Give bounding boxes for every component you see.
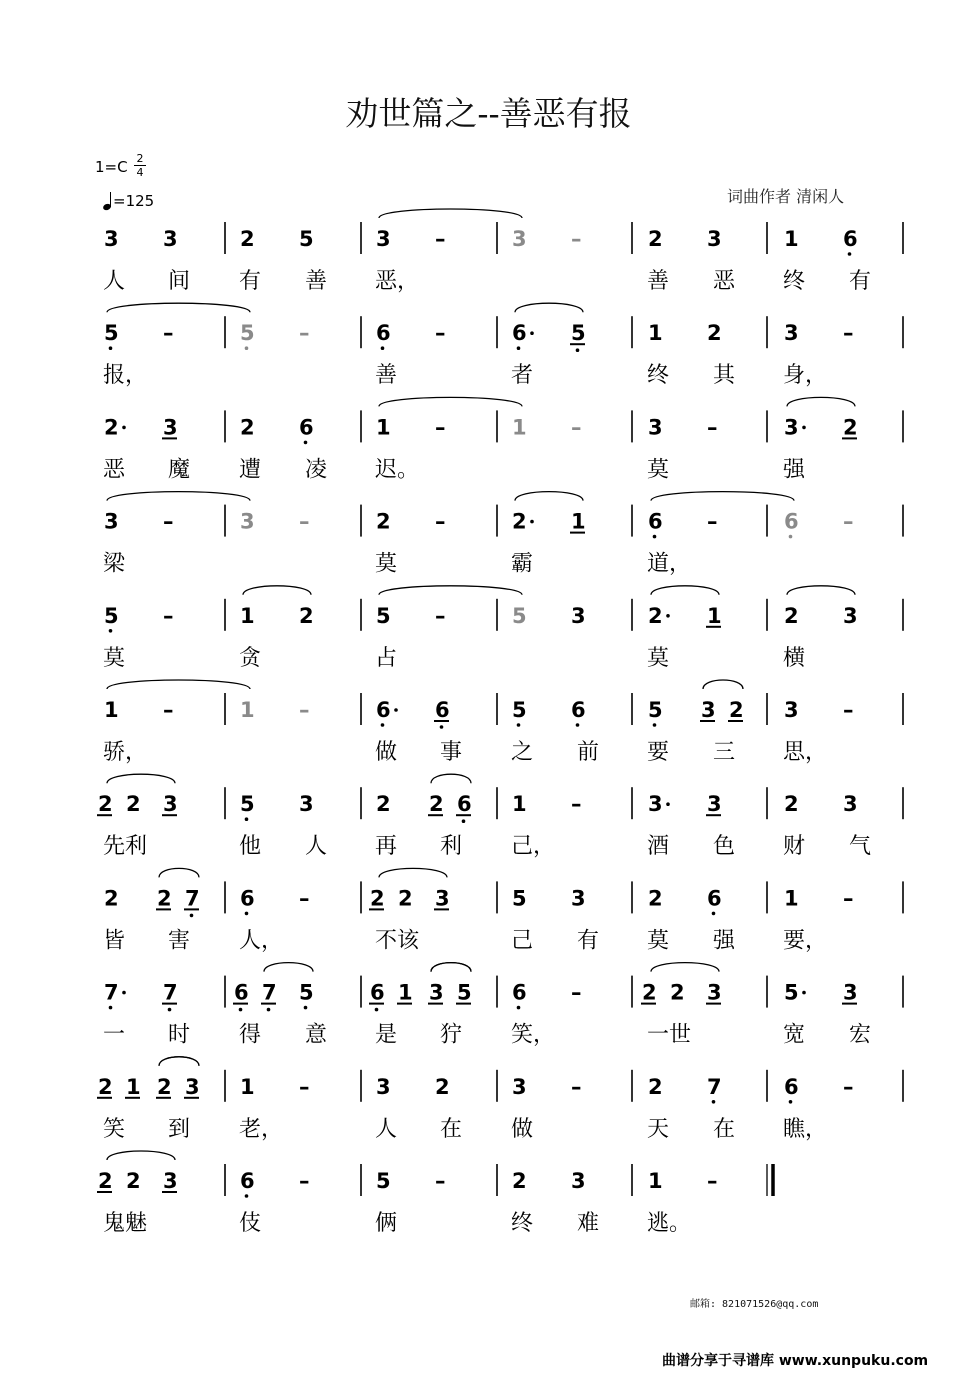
tie-arc — [651, 963, 719, 972]
note-digit: 3 — [843, 980, 858, 1005]
dash-mark: – — [843, 886, 854, 911]
lyric-char: 意 — [305, 1022, 328, 1048]
lyric-char: 恶 — [103, 457, 126, 483]
note-digit: 5 — [240, 321, 255, 346]
note-digit: 2 — [843, 415, 858, 440]
dash-mark: – — [707, 415, 718, 440]
note-digit: 5 — [512, 603, 527, 628]
lyric-char: 色 — [713, 834, 736, 860]
low-octave-dot — [239, 1008, 243, 1012]
low-octave-dot — [109, 1006, 113, 1010]
note-digit: 5 — [512, 886, 527, 911]
low-octave-dot — [440, 725, 444, 729]
note-digit: 3 — [512, 1074, 527, 1099]
note-digit: 1 — [512, 792, 527, 817]
note-digit: 1 — [571, 509, 586, 534]
note-digit: 3 — [163, 792, 178, 817]
note-digit: 1 — [240, 1074, 255, 1099]
lyric-char: 老， — [239, 1116, 284, 1142]
lyric-char: 不该 — [375, 928, 420, 954]
lyric-char: 恶 — [713, 269, 736, 294]
note-digit: 6 — [435, 698, 450, 722]
note-digit: 1 — [707, 603, 722, 628]
dash-mark: – — [299, 509, 310, 534]
tie-arc — [379, 586, 522, 595]
augmentation-dot — [394, 708, 398, 712]
lyric-char: 在 — [440, 1116, 463, 1142]
lyric-char: 酒 — [647, 834, 670, 860]
note-digit: 2 — [98, 792, 113, 817]
note-digit: 3 — [843, 603, 858, 628]
dash-mark: – — [435, 509, 446, 534]
lyric-char: 天 — [647, 1116, 670, 1142]
lyric-char: 莫 — [647, 645, 670, 671]
tie-arc — [651, 586, 719, 595]
lyric-char: 做 — [375, 740, 398, 765]
tie-arc — [107, 680, 250, 689]
lyric-char: 有 — [577, 928, 600, 954]
note-digit: 1 — [648, 1169, 663, 1193]
note-digit: 1 — [104, 698, 119, 722]
note-digit: 7 — [104, 980, 119, 1005]
lyric-char: 之 — [511, 740, 534, 765]
lyric-char: 皆 — [103, 928, 126, 954]
low-octave-dot — [653, 535, 657, 539]
low-octave-dot — [267, 1008, 271, 1012]
lyric-char: 得 — [239, 1022, 262, 1048]
note-digit: 2 — [98, 1074, 113, 1099]
tie-arc — [431, 774, 471, 783]
dash-mark: – — [299, 886, 310, 911]
lyric-char: 瞧， — [783, 1116, 828, 1142]
note-digit: 1 — [398, 980, 413, 1005]
lyric-char: 鬼魅 — [103, 1211, 148, 1236]
lyric-char: 间 — [168, 269, 191, 294]
lyric-char: 占 — [375, 645, 398, 671]
note-digit: 3 — [784, 321, 799, 346]
note-digit: 3 — [571, 886, 586, 911]
lyric-char: 是 — [375, 1022, 398, 1048]
note-digit: 3 — [185, 1074, 200, 1099]
lyric-char: 笑， — [511, 1022, 556, 1048]
note-digit: 3 — [512, 227, 527, 251]
low-octave-dot — [245, 346, 249, 350]
lyric-char: 做 — [511, 1116, 534, 1142]
note-digit: 2 — [104, 886, 119, 911]
augmentation-dot — [530, 331, 534, 335]
lyric-char: 人， — [239, 928, 284, 954]
note-digit: 3 — [104, 227, 119, 251]
note-digit: 3 — [648, 415, 663, 440]
lyric-char: 狞 — [440, 1022, 463, 1048]
lyric-char: 要， — [783, 928, 828, 954]
tie-arc — [703, 680, 743, 689]
low-octave-dot — [517, 723, 521, 727]
note-digit: 5 — [299, 980, 314, 1005]
tie-arc — [107, 774, 175, 783]
low-octave-dot — [381, 346, 385, 350]
note-digit: 1 — [512, 415, 527, 440]
lyric-char: 前 — [577, 740, 600, 765]
low-octave-dot — [789, 535, 793, 539]
low-octave-dot — [245, 912, 249, 916]
low-octave-dot — [375, 1008, 379, 1012]
lyric-char: 者 — [511, 363, 534, 389]
tie-arc — [379, 397, 522, 406]
note-digit: 7 — [262, 980, 277, 1005]
low-octave-dot — [848, 252, 852, 256]
footer-site: 曲谱分享于寻谱库 www.xunpuku.com — [662, 1353, 929, 1369]
note-digit: 2 — [104, 415, 119, 440]
note-digit: 6 — [707, 886, 722, 911]
lyric-char: 三 — [713, 740, 736, 765]
lyric-char: 莫 — [103, 645, 126, 671]
tie-arc — [379, 868, 447, 877]
note-digit: 6 — [571, 698, 586, 722]
lyric-char: 莫 — [375, 551, 398, 577]
lyric-char: 气 — [849, 834, 872, 860]
lyric-char: 一世 — [647, 1022, 692, 1048]
low-octave-dot — [381, 723, 385, 727]
note-digit: 2 — [784, 792, 799, 817]
note-digit: 5 — [512, 698, 527, 722]
dash-mark: – — [435, 415, 446, 440]
note-digit: 1 — [784, 227, 799, 251]
tie-arc — [515, 303, 583, 312]
dash-mark: – — [299, 1169, 310, 1193]
dash-mark: – — [163, 603, 174, 628]
tie-arc — [264, 963, 313, 972]
lyric-char: 贪 — [239, 645, 262, 671]
note-digit: 2 — [429, 792, 444, 817]
note-digit: 3 — [701, 698, 716, 722]
note-digit: 6 — [299, 415, 314, 440]
low-octave-dot — [190, 914, 194, 918]
note-digit: 5 — [240, 792, 255, 817]
lyric-char: 要 — [647, 740, 670, 765]
lyric-char: 有 — [849, 269, 872, 294]
lyric-char: 梁 — [103, 551, 126, 577]
lyric-char: 强 — [783, 457, 806, 483]
dash-mark: – — [571, 1074, 582, 1099]
note-digit: 3 — [648, 792, 663, 817]
dash-mark: – — [163, 509, 174, 534]
note-digit: 6 — [370, 980, 385, 1005]
dash-mark: – — [843, 509, 854, 534]
note-digit: 5 — [571, 321, 586, 346]
dash-mark: – — [843, 698, 854, 722]
note-digit: 2 — [376, 792, 391, 817]
dash-mark: – — [707, 509, 718, 534]
dash-mark: – — [299, 698, 310, 722]
note-digit: 5 — [299, 227, 314, 251]
low-octave-dot — [789, 1100, 793, 1104]
dash-mark: – — [435, 1169, 446, 1193]
note-digit: 3 — [571, 603, 586, 628]
note-digit: 6 — [234, 980, 249, 1005]
note-digit: 5 — [104, 603, 119, 628]
note-digit: 2 — [648, 1074, 663, 1099]
lyric-char: 财 — [783, 834, 806, 860]
note-digit: 1 — [126, 1074, 141, 1099]
lyric-char: 人 — [305, 834, 328, 860]
note-digit: 5 — [376, 1169, 391, 1193]
augmentation-dot — [122, 426, 126, 430]
note-digit: 2 — [784, 603, 799, 628]
low-octave-dot — [576, 348, 580, 352]
dash-mark: – — [843, 321, 854, 346]
lyric-char: 遭 — [239, 457, 262, 483]
note-digit: 5 — [457, 980, 472, 1005]
lyric-char: 害 — [168, 928, 191, 954]
note-digit: 1 — [784, 886, 799, 911]
note-digit: 3 — [299, 792, 314, 817]
tie-arc — [651, 492, 794, 501]
note-digit: 2 — [729, 698, 744, 722]
note-digit: 3 — [163, 415, 178, 440]
lyric-char: 俩 — [375, 1211, 398, 1236]
augmentation-dot — [122, 991, 126, 995]
note-digit: 3 — [163, 1169, 178, 1193]
note-digit: 2 — [126, 1169, 141, 1193]
note-digit: 6 — [376, 698, 391, 722]
low-octave-dot — [712, 1100, 716, 1104]
lyric-char: 有 — [239, 269, 262, 294]
note-digit: 3 — [376, 227, 391, 251]
low-octave-dot — [304, 1006, 308, 1010]
note-digit: 6 — [512, 980, 527, 1005]
augmentation-dot — [802, 426, 806, 430]
augmentation-dot — [802, 991, 806, 995]
tie-arc — [159, 868, 199, 877]
lyric-char: 在 — [713, 1116, 736, 1142]
lyric-char: 凌 — [305, 457, 328, 483]
note-digit: 6 — [240, 1169, 255, 1193]
lyric-char: 善 — [305, 269, 328, 294]
note-digit: 1 — [648, 321, 663, 346]
note-digit: 5 — [784, 980, 799, 1005]
dash-mark: – — [163, 698, 174, 722]
low-octave-dot — [304, 441, 308, 445]
note-digit: 5 — [104, 321, 119, 346]
note-digit: 7 — [163, 980, 178, 1005]
low-octave-dot — [168, 1008, 172, 1012]
lyric-char: 魔 — [168, 457, 191, 483]
note-digit: 3 — [163, 227, 178, 251]
note-digit: 2 — [370, 886, 385, 911]
note-digit: 3 — [707, 792, 722, 817]
lyric-char: 逃。 — [647, 1211, 692, 1236]
note-digit: 2 — [648, 886, 663, 911]
lyric-char: 时 — [168, 1022, 191, 1048]
dash-mark: – — [843, 1074, 854, 1099]
page-title: 劝世篇之--善恶有报 — [345, 94, 632, 133]
lyric-char: 到 — [168, 1116, 191, 1142]
augmentation-dot — [530, 520, 534, 524]
dash-mark: – — [571, 980, 582, 1005]
augmentation-dot — [666, 802, 670, 806]
lyric-char: 莫 — [647, 457, 670, 483]
tie-arc — [159, 1057, 199, 1066]
augmentation-dot — [666, 614, 670, 618]
note-digit: 2 — [435, 1074, 450, 1099]
tie-arc — [515, 492, 583, 501]
note-digit: 2 — [648, 603, 663, 628]
lyric-char: 道， — [647, 551, 692, 577]
low-octave-dot — [712, 912, 716, 916]
lyric-char: 强 — [713, 928, 736, 954]
note-digit: 6 — [784, 1074, 799, 1099]
low-octave-dot — [109, 629, 113, 633]
note-digit: 3 — [707, 980, 722, 1005]
note-digit: 2 — [376, 509, 391, 534]
dash-mark: – — [435, 321, 446, 346]
note-digit: 7 — [185, 886, 200, 911]
note-digit: 2 — [398, 886, 413, 911]
author-credit: 词曲作者 清闲人 — [727, 187, 845, 206]
lyric-char: 难 — [577, 1211, 600, 1236]
tie-arc — [107, 1151, 175, 1160]
note-digit: 2 — [642, 980, 657, 1005]
note-digit: 2 — [512, 509, 527, 534]
lyric-char: 恶， — [375, 269, 420, 294]
note-digit: 3 — [429, 980, 444, 1005]
lyric-char: 先利 — [103, 834, 148, 860]
lyric-char: 思， — [783, 740, 828, 765]
lyric-char: 莫 — [647, 928, 670, 954]
tie-arc — [787, 397, 855, 406]
note-digit: 3 — [784, 415, 799, 440]
note-digit: 2 — [648, 227, 663, 251]
note-digit: 6 — [512, 321, 527, 346]
note-digit: 6 — [240, 886, 255, 911]
lyric-char: 人 — [103, 269, 126, 294]
dash-mark: – — [571, 792, 582, 817]
lyric-char: 迟。 — [375, 457, 420, 483]
note-digit: 2 — [240, 415, 255, 440]
lyric-char: 霸 — [511, 551, 534, 577]
note-digit: 2 — [98, 1169, 113, 1193]
dash-mark: – — [299, 321, 310, 346]
lyric-char: 笑 — [103, 1116, 126, 1142]
note-digit: 6 — [457, 792, 472, 817]
lyric-char: 宽 — [783, 1022, 806, 1048]
lyric-char: 身， — [783, 363, 828, 389]
lyric-char: 横 — [783, 645, 806, 671]
low-octave-dot — [653, 723, 657, 727]
tempo-value: =125 — [113, 192, 155, 210]
lyric-char: 骄， — [103, 740, 148, 765]
dash-mark: – — [435, 227, 446, 251]
lyric-char: 己 — [511, 928, 534, 954]
lyric-char: 己， — [511, 834, 556, 860]
lyric-char: 宏 — [849, 1022, 872, 1048]
dash-mark: – — [571, 415, 582, 440]
tie-arc — [431, 963, 471, 972]
lyric-char: 利 — [440, 834, 463, 860]
note-digit: 6 — [784, 509, 799, 534]
dash-mark: – — [435, 603, 446, 628]
tie-arc — [107, 492, 250, 501]
note-digit: 7 — [707, 1074, 722, 1099]
dash-mark: – — [163, 321, 174, 346]
lyric-char: 报， — [103, 363, 148, 389]
key-signature: 1=C — [95, 158, 128, 176]
dash-mark: – — [299, 1074, 310, 1099]
low-octave-dot — [109, 346, 113, 350]
note-digit: 3 — [104, 509, 119, 534]
note-digit: 2 — [126, 792, 141, 817]
low-octave-dot — [245, 817, 249, 821]
lyric-char: 人 — [375, 1116, 398, 1142]
tie-arc — [379, 209, 522, 218]
note-digit: 2 — [157, 886, 172, 911]
low-octave-dot — [245, 1194, 249, 1198]
lyric-char: 其 — [713, 363, 736, 389]
low-octave-dot — [517, 346, 521, 350]
lyric-char: 他 — [239, 834, 262, 860]
note-digit: 2 — [299, 603, 314, 628]
note-digit: 5 — [648, 698, 663, 722]
note-digit: 3 — [784, 698, 799, 722]
tie-arc — [431, 963, 471, 972]
note-digit: 3 — [435, 886, 450, 911]
lyric-char: 事 — [440, 740, 463, 765]
lyric-char: 再 — [375, 834, 398, 860]
lyric-char: 善 — [647, 269, 670, 294]
tie-arc — [243, 586, 311, 595]
lyric-char: 善 — [375, 363, 398, 389]
lyric-char: 终 — [511, 1211, 534, 1236]
footer-email: 邮箱: 821071526@qq.com — [690, 1299, 819, 1310]
note-digit: 6 — [843, 227, 858, 251]
note-digit: 3 — [843, 792, 858, 817]
tie-arc — [159, 1057, 199, 1066]
note-digit: 2 — [512, 1169, 527, 1193]
lyric-char: 终 — [647, 363, 670, 389]
time-denominator: 4 — [136, 166, 144, 179]
lyric-char: 一 — [103, 1022, 126, 1048]
note-digit: 2 — [157, 1074, 172, 1099]
low-octave-dot — [517, 1006, 521, 1010]
note-digit: 1 — [240, 603, 255, 628]
note-digit: 3 — [707, 227, 722, 251]
note-digit: 2 — [670, 980, 685, 1005]
dash-mark: – — [707, 1169, 718, 1193]
note-digit: 1 — [240, 698, 255, 722]
tie-arc — [787, 586, 855, 595]
low-octave-dot — [576, 723, 580, 727]
low-octave-dot — [462, 819, 466, 823]
lyric-char: 终 — [783, 269, 806, 294]
tie-arc — [107, 303, 250, 312]
note-digit: 6 — [648, 509, 663, 534]
note-digit: 1 — [376, 415, 391, 440]
note-digit: 3 — [240, 509, 255, 534]
note-digit: 2 — [240, 227, 255, 251]
note-digit: 3 — [376, 1074, 391, 1099]
note-digit: 2 — [707, 321, 722, 346]
note-digit: 3 — [571, 1169, 586, 1193]
time-numerator: 2 — [136, 152, 144, 165]
note-digit: 6 — [376, 321, 391, 346]
lyric-char: 伎 — [239, 1211, 262, 1236]
note-digit: 5 — [376, 603, 391, 628]
dash-mark: – — [571, 227, 582, 251]
